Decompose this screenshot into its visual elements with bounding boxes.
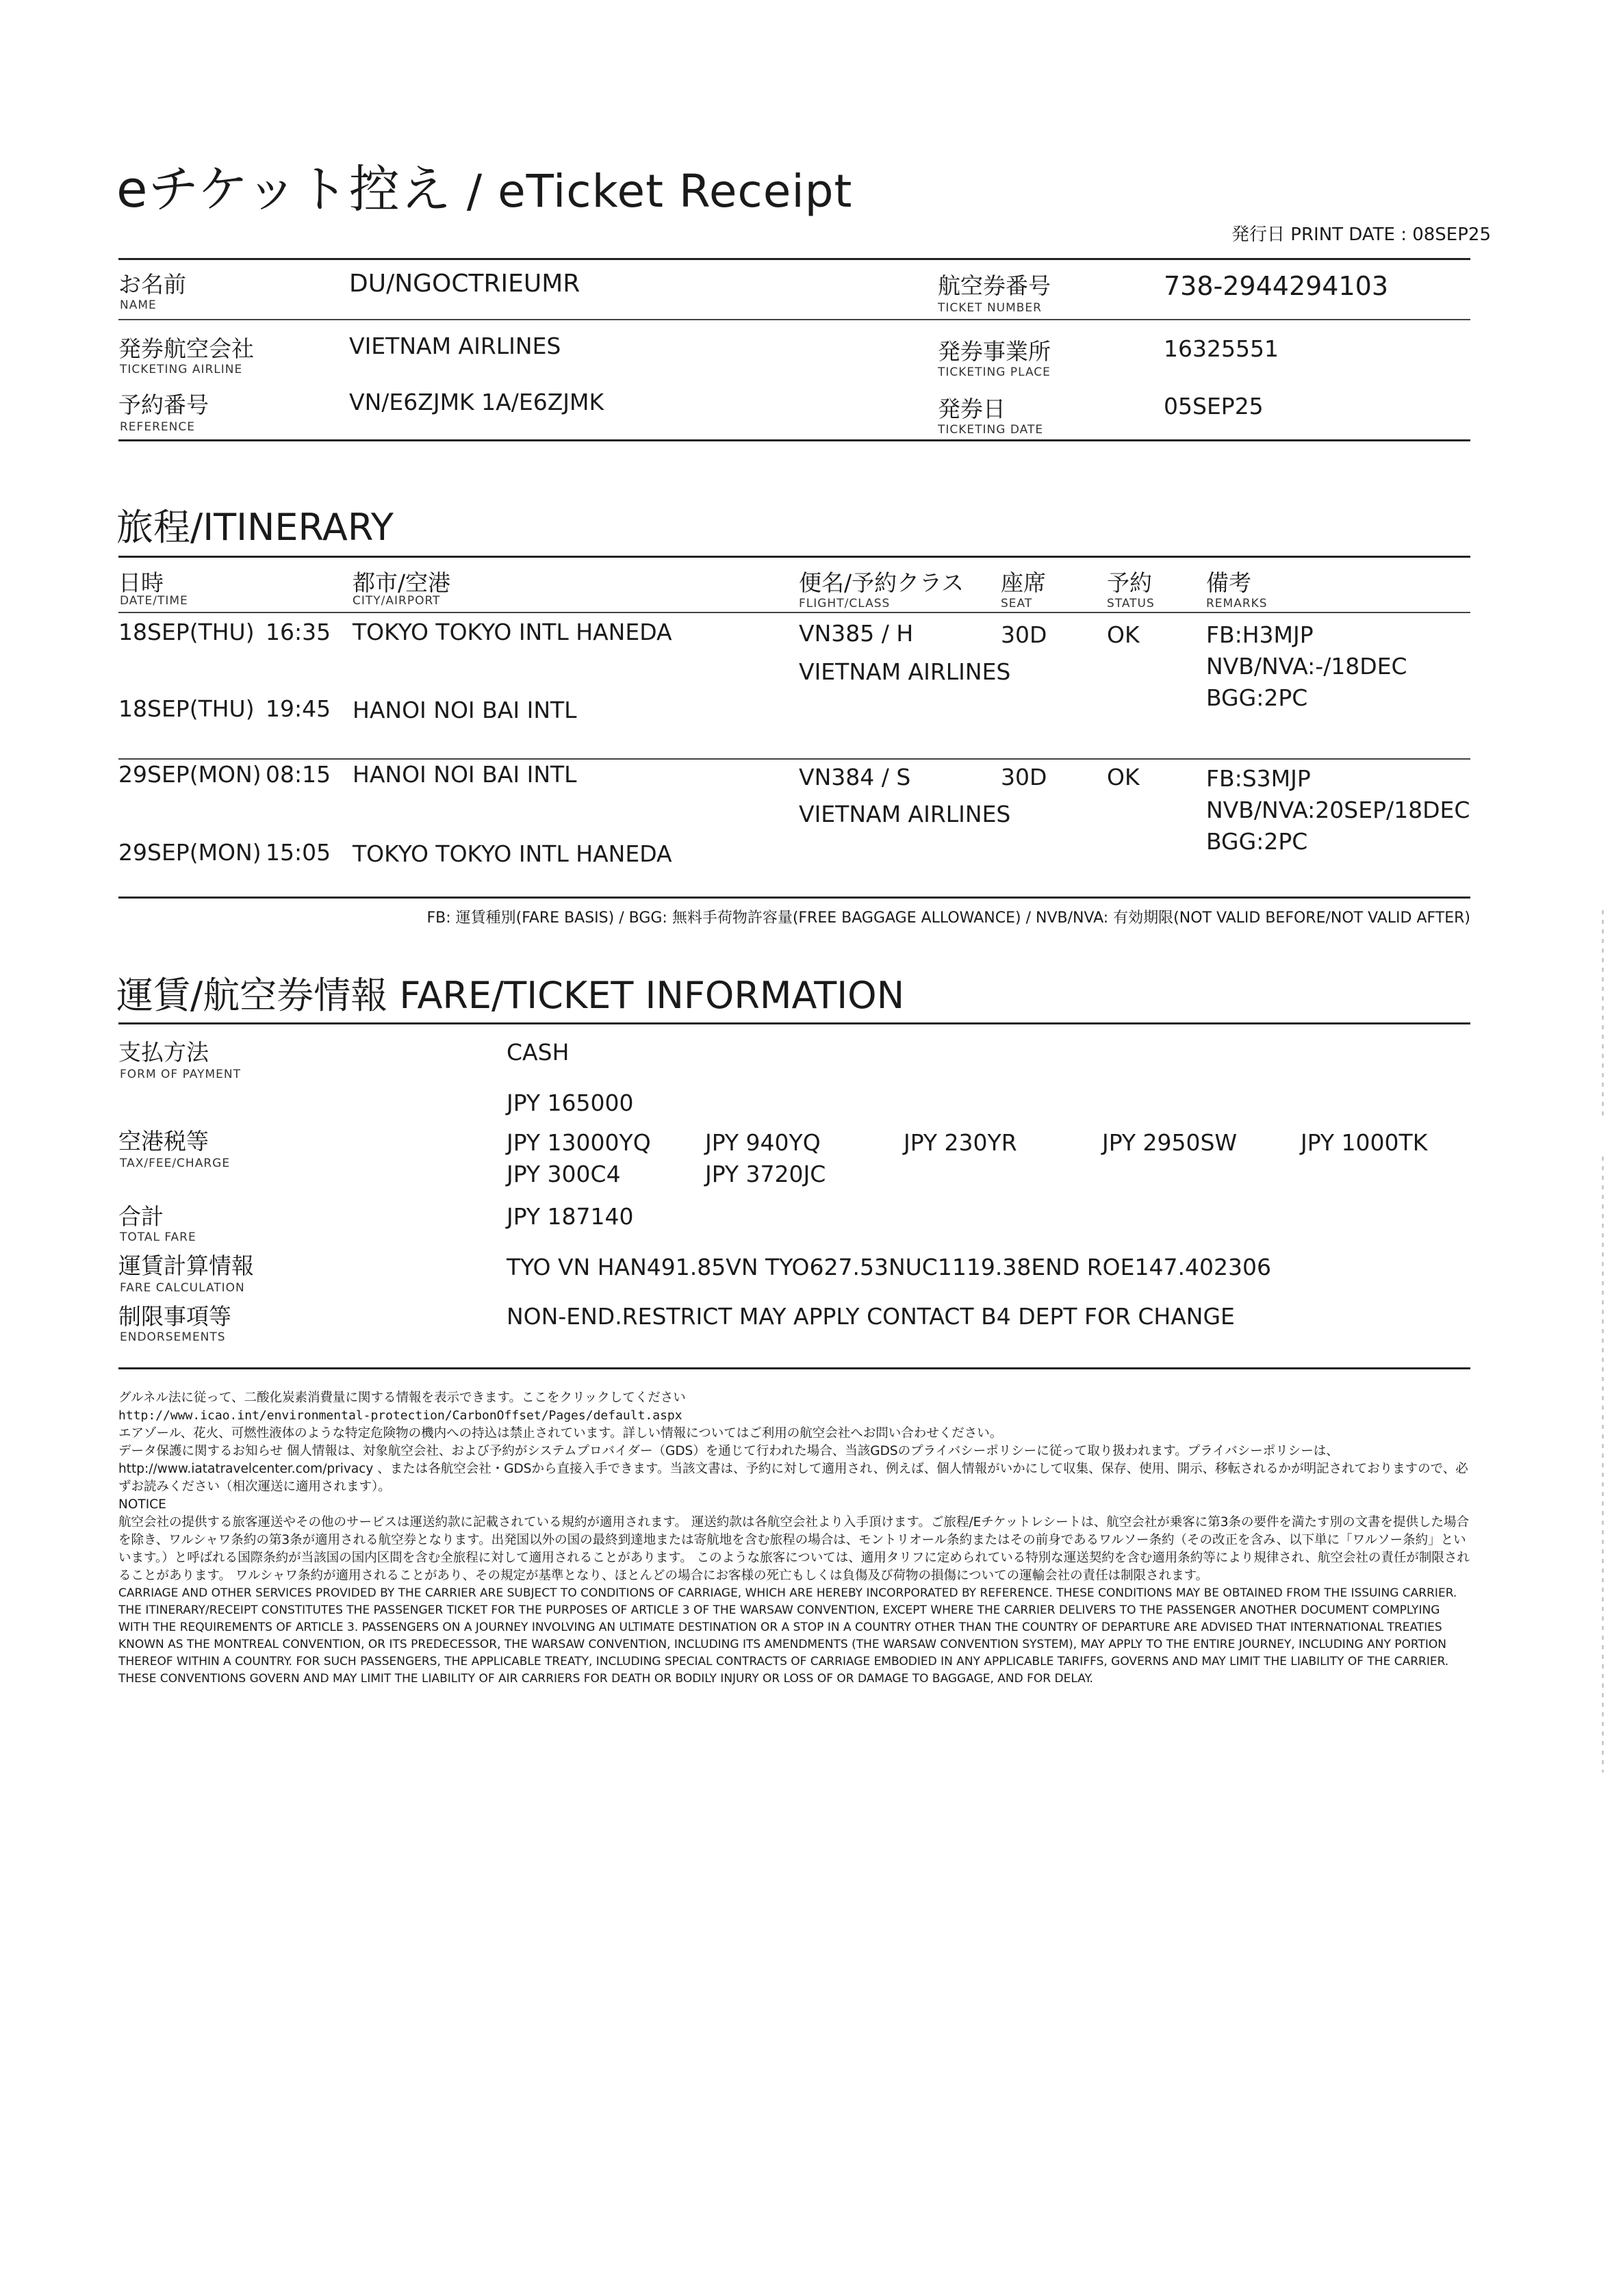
dangerous-goods-notice: エアゾール、花火、可燃性液体のような特定危険物の機内への持込は禁止されています。詳しい情報についてはご利用の航空会社へお問い合わせください。 <box>118 1426 1003 1441</box>
booking-reference: VN/E6ZJMK 1A/E6ZJMK <box>349 389 604 415</box>
tax-item: JPY 13000YQ <box>507 1129 651 1156</box>
endorsements-label-en: ENDORSEMENTS <box>120 1330 226 1344</box>
notice-en: CARRIAGE AND OTHER SERVICES PROVIDED BY THE CARRIER ARE SUBJECT TO CONDITIONS OF CARRIAGE, WHICH ARE HEREBY INCORPORATED BY REFERENCE. THESE CONDITIONS MAY BE OBTAINED FROM THE ISSUING CARRIER. THE ITINERARY/RECEIPT CONSTITUTES THE PASSENGER TICKET FOR THE PURPOSES OF ARTICLE 3 OF THE WARSAW CONVENTION, EXCEPT WHERE THE CARRIER DELIVERS TO THE PASSENGER ANOTHER DOCUMENT COMPLYING WITH THE REQUIREMENTS OF ARTICLE 3. PASSENGERS ON A JOURNEY INVOLVING AN ULTIMATE DESTINATION OR A STOP IN A COUNTRY OTHER THAN THE COUNTRY OF DEPARTURE ARE ADVISED THAT INTERNATIONAL TREATIES KNOWN AS THE MONTREAL CONVENTION, OR ITS PREDECESSOR, THE WARSAW CONVENTION, INCLUDING ITS AMENDMENTS (THE WARSAW CONVENTION SYSTEM), MAY APPLY TO THE ENTIRE JOURNEY, INCLUDING ANY PORTION THEREOF WITHIN A COUNTRY. FOR SUCH PASSENGERS, THE APPLICABLE TREATY, INCLUDING SPECIAL CONTRACTS OF CARRIAGE EMBODIED IN ANY APPLICABLE TARIFFS, GOVERNS AND MAY LIMIT THE LIABILITY OF THE CARRIER. THESE CONVENTIONS GOVERN AND MAY LIMIT THE LIABILITY OF AIR CARRIERS FOR DEATH OR BODILY INJURY OR LOSS OF OR DAMAGE TO BAGGAGE, AND FOR DELAY. <box>118 1586 1457 1686</box>
payment-label: 支払方法 <box>118 1039 209 1066</box>
notice-heading: NOTICE <box>118 1497 166 1512</box>
title-jp: eチケット控え <box>116 160 452 219</box>
divider <box>118 1022 1470 1024</box>
col-city-header-en: CITY/AIRPORT <box>353 594 441 608</box>
fare-info-title: 運賃/航空券情報 FARE/TICKET INFORMATION <box>116 974 905 1017</box>
departure-time: 08:15 <box>266 761 331 788</box>
base-fare: JPY 165000 <box>507 1089 634 1116</box>
ticket-number-label: 航空券番号 <box>938 272 1051 299</box>
legal-notice <box>118 1389 1470 1688</box>
ticket-number: 738-2944294103 <box>1164 271 1389 301</box>
ticket-number-label-en: TICKET NUMBER <box>938 301 1042 315</box>
itinerary-title: 旅程/ITINERARY <box>116 506 394 549</box>
tax-label-en: TAX/FEE/CHARGE <box>120 1157 231 1170</box>
col-remarks-header-en: REMARKS <box>1206 597 1268 610</box>
col-datetime-header-en: DATE/TIME <box>120 594 188 608</box>
departure-time: 16:35 <box>266 619 331 645</box>
notice-jp: 航空会社の提供する旅客運送やその他のサービスは運送約款に記載されている規約が適用されます。 運送約款は各航空会社より入手頂けます。ご旅程/Eチケットレシートは、航空会社が乗客に第3条の要件を満たす別の文書を提供した場合を除き、ワルシャワ条約の第3条が適用される航空券となります。出発国以外の国の最終到達地または寄航地を含む旅程の場合は、モントリオール条約またはその前身であるワルソー条約（その改正を含み、以下単に「ワルソー条約」といいます。）と呼ばれる国際条約が当該国の国内区間を含む全旅程に対して適用されることがあります。 このような旅客については、適用タリフに定められている特別な運送契約を含む適用条約等により規律され、航空会社の責任が制限されることがあります。 ワルシャワ条約が適用されることがあり、その規定が基準となり、ほとんどの場合にお客様の死亡もしくは負傷及び荷物の損傷についての運輸会社の責任は制限されます。 <box>118 1515 1470 1583</box>
ticketing-airline: VIETNAM AIRLINES <box>349 333 561 359</box>
col-flight-header-en: FLIGHT/CLASS <box>799 597 891 610</box>
tax-item: JPY 300C4 <box>507 1161 621 1187</box>
passenger-name: DU/NGOCTRIEUMR <box>349 270 580 298</box>
remark-fare-basis: FB:S3MJP <box>1206 765 1311 792</box>
reference-label-en: REFERENCE <box>120 420 195 434</box>
ticketing-date-label: 発券日 <box>938 396 1006 422</box>
flight-class: VN385 / H <box>799 620 914 647</box>
arrival-time: 15:05 <box>266 839 331 866</box>
tax-item: JPY 940YQ <box>705 1129 821 1156</box>
divider <box>118 439 1470 441</box>
departure-airport: TOKYO TOKYO INTL HANEDA <box>353 619 672 645</box>
scan-artifact <box>1602 910 1604 1115</box>
fare-calc-label: 運賃計算情報 <box>118 1252 254 1279</box>
payment-label-en: FORM OF PAYMENT <box>120 1068 241 1081</box>
fare-calculation: TYO VN HAN491.85VN TYO627.53NUC1119.38END ROE147.402306 <box>507 1254 1271 1280</box>
divider <box>118 897 1470 899</box>
remark-baggage: BGG:2PC <box>1206 828 1308 855</box>
col-flight-header: 便名/予約クラス <box>799 569 964 596</box>
privacy-notice-cont: http://www.iatatravelcenter.com/privacy 、または各航空会社・GDSから直接入手できます。当該文書は、予約に対して適用され、例えば、個人情報がいかにして収集、保存、使用、開示、移転されるかが明記されておりますので、必ずお読みください（相次運送に適用されます）。 <box>118 1462 1468 1494</box>
ticketing-place: 16325551 <box>1164 335 1279 362</box>
remark-validity: NVB/NVA:20SEP/18DEC <box>1206 797 1470 823</box>
ticketing-place-label-en: TICKETING PLACE <box>938 365 1051 379</box>
operating-carrier: VIETNAM AIRLINES <box>799 801 1011 827</box>
divider <box>118 612 1470 613</box>
booking-status: OK <box>1107 764 1140 790</box>
name-label: お名前 <box>118 271 186 298</box>
arrival-date: 29SEP(MON) <box>118 839 261 866</box>
col-seat-header-en: SEAT <box>1001 597 1033 610</box>
departure-airport: HANOI NOI BAI INTL <box>353 761 577 788</box>
total-fare: JPY 187140 <box>507 1203 634 1230</box>
col-city-header: 都市/空港 <box>353 569 451 596</box>
tax-item: JPY 3720JC <box>705 1161 826 1187</box>
ticketing-airline-label: 発券航空会社 <box>118 335 254 362</box>
endorsements: NON-END.RESTRICT MAY APPLY CONTACT B4 DEPT FOR CHANGE <box>507 1303 1235 1330</box>
payment-method: CASH <box>507 1039 570 1066</box>
col-datetime-header: 日時 <box>118 569 164 596</box>
divider <box>118 758 1470 760</box>
seat: 30D <box>1001 621 1047 648</box>
tax-label: 空港税等 <box>118 1128 209 1155</box>
remark-validity: NVB/NVA:-/18DEC <box>1206 653 1407 680</box>
itinerary-legend-note: FB: 運賃種別(FARE BASIS) / BGG: 無料手荷物許容量(FREE BAGGAGE ALLOWANCE) / NVB/NVA: 有効期限(NOT VALID BEFORE/NOT VALID AFTER) <box>426 910 1470 927</box>
ticketing-date-label-en: TICKETING DATE <box>938 423 1044 437</box>
title-separator: / <box>451 165 498 218</box>
arrival-airport: HANOI NOI BAI INTL <box>353 697 577 723</box>
ticketing-airline-label-en: TICKETING AIRLINE <box>120 363 243 376</box>
arrival-date: 18SEP(THU) <box>118 695 255 722</box>
fare-calc-label-en: FARE CALCULATION <box>120 1281 245 1295</box>
co2-info-text: グルネル法に従って、二酸化炭素消費量に関する情報を表示できます。ここをクリックしてください <box>118 1391 686 1405</box>
total-label: 合計 <box>118 1203 164 1230</box>
remark-baggage: BGG:2PC <box>1206 684 1308 711</box>
departure-date: 29SEP(MON) <box>118 761 261 788</box>
seat: 30D <box>1001 764 1047 790</box>
title-en: eTicket Receipt <box>498 165 853 218</box>
privacy-notice: データ保護に関するお知らせ 個人情報は、対象航空会社、および予約がシステムプロバイダー（GDS）を通じて行われた場合、当該GDSのプライバシーポリシーに従って取り扱われます。プライバシーポリシーは、 <box>118 1444 1339 1458</box>
co2-info-link[interactable]: http://www.icao.int/environmental-protection/CarbonOffset/Pages/default.aspx <box>118 1408 682 1423</box>
col-seat-header: 座席 <box>1001 569 1046 596</box>
divider <box>118 556 1470 558</box>
tax-item: JPY 2950SW <box>1102 1129 1238 1156</box>
arrival-airport: TOKYO TOKYO INTL HANEDA <box>353 840 672 867</box>
divider <box>118 1367 1470 1369</box>
endorsements-label: 制限事項等 <box>118 1303 231 1330</box>
col-remarks-header: 備考 <box>1206 569 1251 596</box>
name-label-en: NAME <box>120 298 157 312</box>
tax-item: JPY 1000TK <box>1301 1129 1428 1156</box>
booking-status: OK <box>1107 621 1140 648</box>
reference-label: 予約番号 <box>118 391 209 418</box>
col-status-header-en: STATUS <box>1107 597 1155 610</box>
arrival-time: 19:45 <box>266 695 331 722</box>
departure-date: 18SEP(THU) <box>118 619 255 645</box>
ticketing-place-label: 発券事業所 <box>938 338 1051 365</box>
operating-carrier: VIETNAM AIRLINES <box>799 658 1011 685</box>
page-title <box>116 149 852 222</box>
scan-artifact <box>1602 1157 1604 1772</box>
ticketing-date: 05SEP25 <box>1164 393 1264 420</box>
col-status-header: 予約 <box>1107 569 1152 596</box>
divider <box>118 258 1470 260</box>
flight-class: VN384 / S <box>799 764 911 790</box>
divider <box>118 319 1470 320</box>
print-date: 発行日 PRINT DATE : 08SEP25 <box>1231 224 1491 245</box>
remark-fare-basis: FB:H3MJP <box>1206 621 1314 648</box>
tax-item: JPY 230YR <box>904 1129 1017 1156</box>
total-label-en: TOTAL FARE <box>120 1230 196 1244</box>
